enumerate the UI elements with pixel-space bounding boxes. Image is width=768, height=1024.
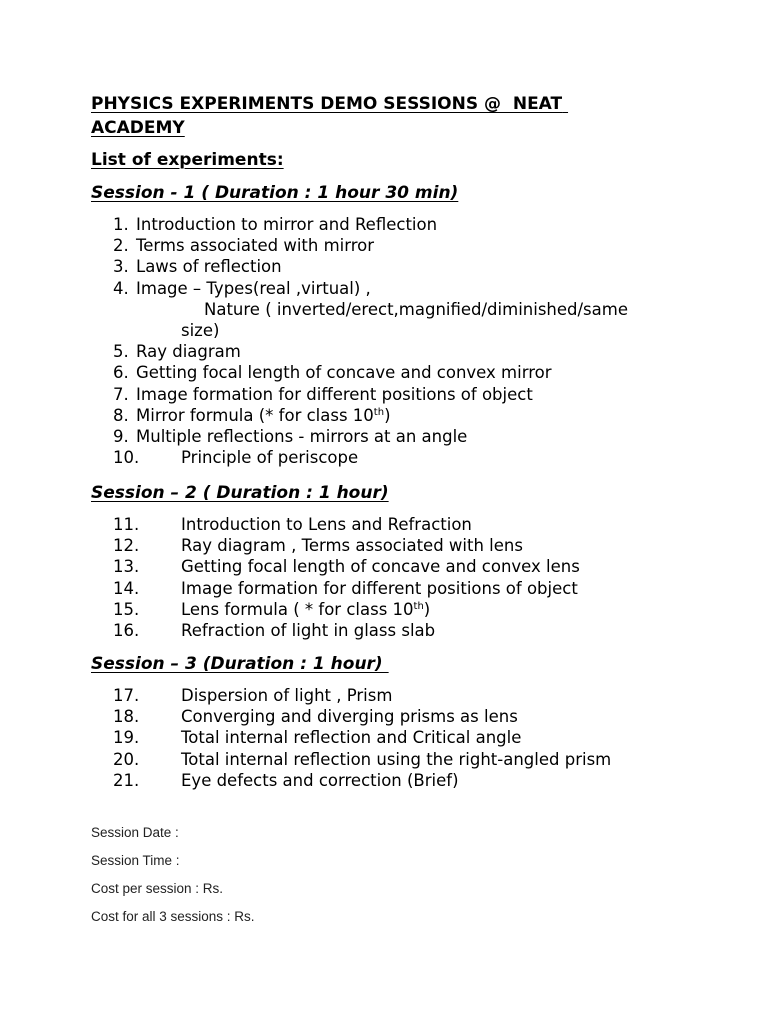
- item-text-main: Mirror formula (* for class 10: [136, 405, 374, 425]
- session-2-heading: Session – 2 ( Duration : 1 hour): [91, 483, 389, 503]
- item-text: Image formation for different positions of object: [181, 578, 578, 598]
- item-text: Eye defects and correction (Brief): [181, 770, 459, 790]
- item-text-after: ): [423, 599, 431, 619]
- item-text: Ray diagram , Terms associated with lens: [181, 536, 523, 556]
- session-1-heading: Session - 1 ( Duration : 1 hour 30 min): [91, 183, 459, 203]
- item-text: [136, 405, 391, 426]
- item-text: Refraction of light in glass slab: [181, 620, 436, 640]
- item-text: Laws of reflection: [136, 257, 282, 277]
- item-text-after: ): [384, 405, 391, 425]
- item-text: Converging and diverging prisms as lens: [181, 707, 518, 727]
- session-time-label: Session Time :: [91, 853, 180, 868]
- item-text: Principle of periscope: [181, 448, 359, 468]
- session-date-label: Session Date :: [91, 825, 179, 840]
- item-number: 12.: [113, 536, 140, 556]
- item-number: 11.: [113, 515, 140, 534]
- item-number: 14.: [113, 578, 140, 598]
- item-text: Getting focal length of concave and convex mirror: [136, 363, 552, 383]
- item-text: Introduction to Lens and Refraction: [181, 515, 472, 534]
- item-number: 19.: [113, 728, 140, 748]
- superscript: th: [413, 600, 424, 612]
- item-number: 2.: [113, 236, 129, 256]
- item-text: Image formation for different positions of object: [136, 384, 533, 404]
- item-text: Total internal reflection and Critical angle: [181, 728, 522, 748]
- item-text-continuation: Nature ( inverted/erect,magnified/diminished/same: [204, 299, 628, 319]
- item-number: 21.: [113, 770, 140, 790]
- item-text: Image – Types(real ,virtual) ,: [136, 278, 371, 298]
- session-3-heading: Session – 3 (Duration : 1 hour): [91, 654, 389, 674]
- item-number: 16.: [113, 620, 140, 640]
- item-text: [181, 599, 430, 620]
- item-text: Multiple reflections - mirrors at an angle: [136, 426, 468, 446]
- superscript: th: [373, 406, 385, 418]
- item-number: 20.: [113, 749, 140, 769]
- item-text: Getting focal length of concave and convex lens: [181, 557, 580, 577]
- item-number: 4.: [113, 278, 129, 298]
- item-text: Terms associated with mirror: [136, 236, 375, 256]
- item-text-continuation: size): [181, 320, 220, 340]
- item-number: 1.: [113, 215, 129, 234]
- item-text: Total internal reflection using the right-angled prism: [181, 749, 612, 769]
- item-number: 9.: [113, 426, 129, 446]
- list-heading: List of experiments:: [91, 150, 284, 170]
- item-number: 8.: [113, 405, 129, 425]
- item-number: 5.: [113, 342, 129, 362]
- cost-per-session-label: Cost per session : Rs.: [91, 881, 224, 896]
- cost-all-sessions-label: Cost for all 3 sessions : Rs.: [91, 909, 255, 924]
- item-number: 6.: [113, 363, 129, 383]
- item-number: 18.: [113, 707, 140, 727]
- item-text: Dispersion of light , Prism: [181, 686, 393, 705]
- item-number: 3.: [113, 257, 129, 277]
- item-text-main: Lens formula ( * for class 10: [181, 599, 414, 619]
- item-number: 17.: [113, 686, 140, 705]
- document-title: PHYSICS EXPERIMENTS DEMO SESSIONS @ NEAT ACADEMY: [91, 94, 569, 138]
- item-number: 7.: [113, 384, 129, 404]
- item-text: Ray diagram: [136, 342, 241, 362]
- item-number: 15.: [113, 599, 140, 619]
- item-number: 10.: [113, 448, 140, 468]
- item-number: 13.: [113, 557, 140, 577]
- item-text: Introduction to mirror and Reflection: [136, 215, 438, 234]
